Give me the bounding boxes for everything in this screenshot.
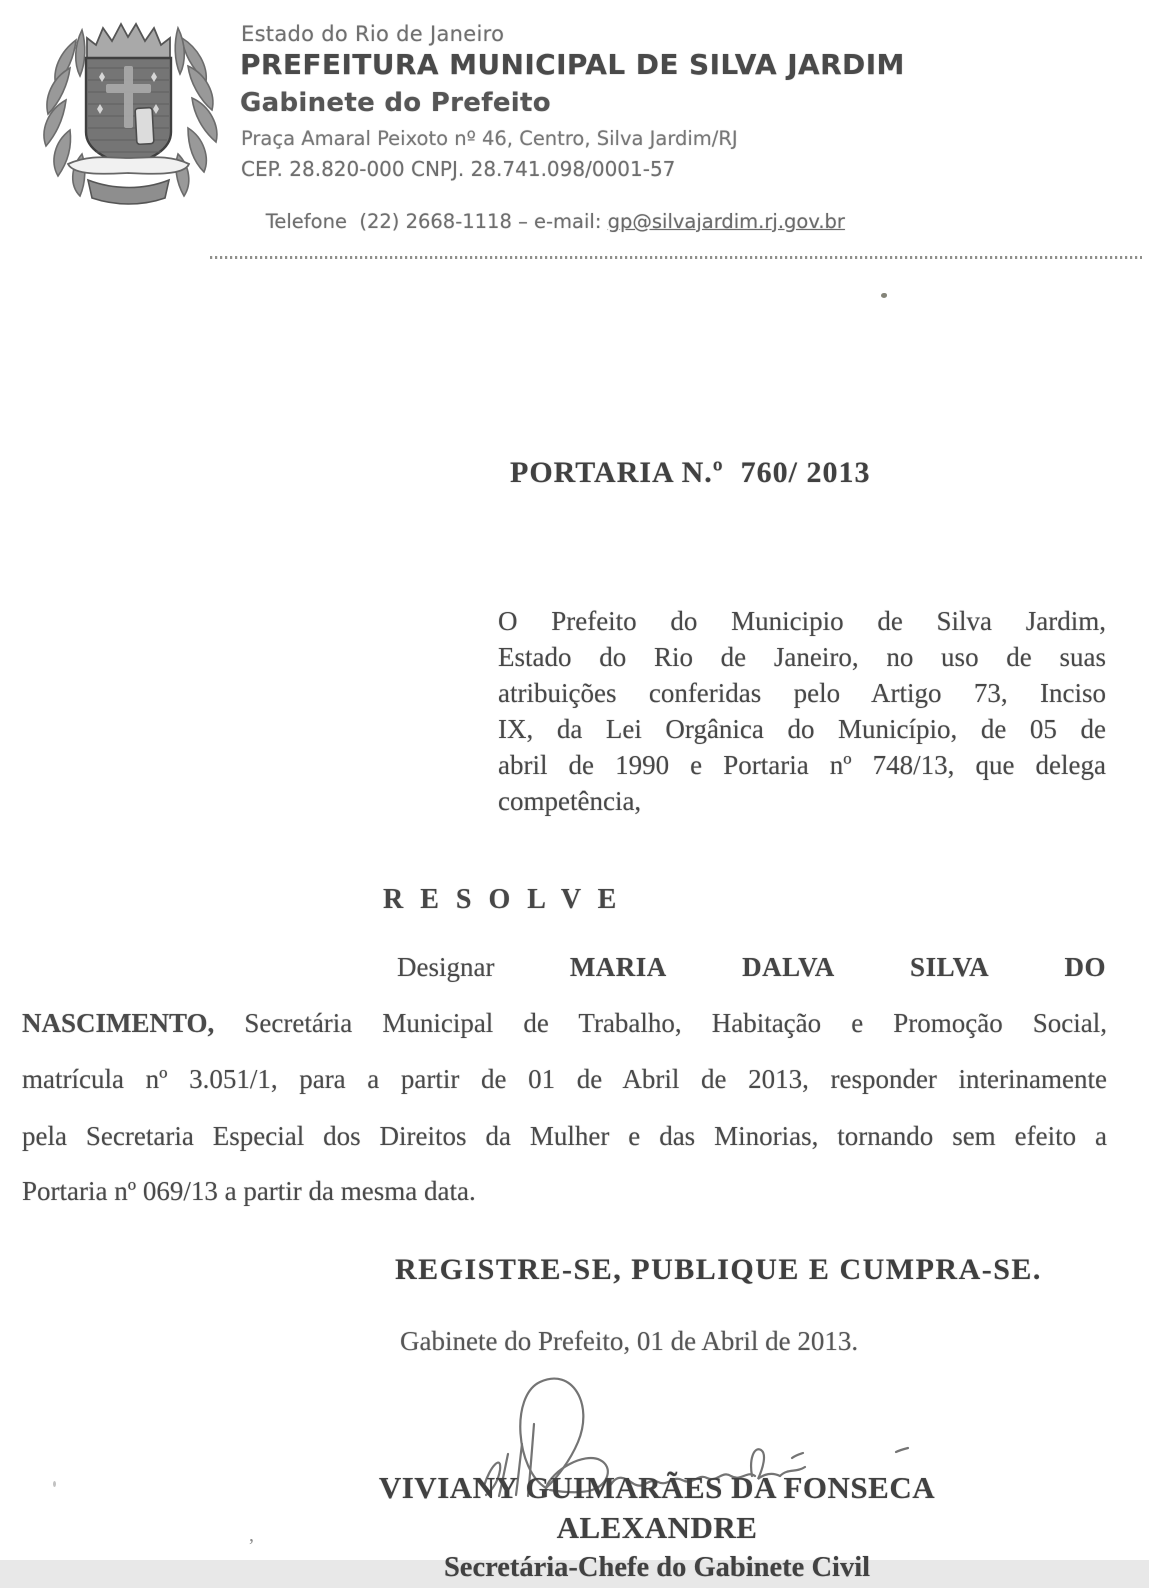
preamble-line: IX, da Lei Orgânica do Município, de 05 de [498, 714, 1106, 744]
document-title: PORTARIA N.º 760/ 2013 [510, 456, 871, 489]
scan-speck [881, 293, 887, 298]
designation-line-1 [397, 952, 1106, 983]
designation-verb: Designar [397, 952, 495, 982]
letterhead-department: Gabinete do Prefeito [240, 88, 551, 118]
designation-line-3: matrícula nº 3.051/1, para a partir de 01 de Abril de 2013, responder interinamente [22, 1064, 1107, 1094]
letterhead-state-line: Estado do Rio de Janeiro [241, 22, 505, 46]
preamble-paragraph [498, 603, 1106, 819]
designation-line-2 [22, 1008, 1107, 1039]
phone-text: Telefone (22) 2668-1118 – e-mail: [265, 210, 608, 233]
letterhead-phone-email-line [241, 187, 845, 256]
resolve-heading: R E S O L V E [383, 884, 622, 915]
preamble-line: atribuições conferidas pelo Artigo 73, Inciso [498, 678, 1106, 708]
letterhead-divider-rule [210, 256, 1142, 259]
preamble-line: competência, [498, 786, 642, 816]
email-address: gp@silvajardim.rj.gov.br [607, 210, 845, 233]
designee-name-word: DALVA [742, 952, 835, 982]
date-line: Gabinete do Prefeito, 01 de Abril de 2013. [400, 1326, 859, 1356]
closing-order-line: REGISTRE-SE, PUBLIQUE E CUMPRA-SE. [395, 1253, 1042, 1286]
designee-name-word: MARIA [569, 952, 667, 982]
coat-of-arms-icon [30, 12, 230, 217]
signer-name: VIVIANY GUIMARÃES DA FONSECA ALEXANDRE [378, 1470, 936, 1545]
letterhead-org-name: PREFEITURA MUNICIPAL DE SILVA JARDIM [240, 48, 905, 81]
preamble-line: abril de 1990 e Portaria nº 748/13, que delega [498, 750, 1106, 780]
letterhead-address-line: Praça Amaral Peixoto nº 46, Centro, Silva Jardim/RJ [241, 127, 738, 150]
scan-speck: , [249, 1524, 254, 1546]
designation-line-5: Portaria nº 069/13 a partir da mesma data. [22, 1176, 476, 1206]
designation-text: Secretária Municipal de Trabalho, Habitação e Promoção Social, [244, 1008, 1107, 1038]
signature-block [283, 1468, 1031, 1588]
designee-name-word: DO [1064, 952, 1106, 982]
signer-title: Secretária-Chefe do Gabinete Civil [443, 1552, 871, 1583]
designation-line-4: pela Secretaria Especial dos Direitos da Mulher e das Minorias, tornando sem efeito a [22, 1121, 1107, 1151]
designee-name-word: SILVA [910, 952, 990, 982]
designee-name-word: NASCIMENTO, [22, 1008, 215, 1038]
preamble-line: O Prefeito do Municipio de Silva Jardim, [498, 606, 1106, 636]
preamble-line: Estado do Rio de Janeiro, no uso de suas [498, 642, 1106, 672]
letterhead-cep-cnpj-line: CEP. 28.820-000 CNPJ. 28.741.098/0001-57 [241, 157, 676, 181]
scan-speck [53, 1481, 56, 1487]
